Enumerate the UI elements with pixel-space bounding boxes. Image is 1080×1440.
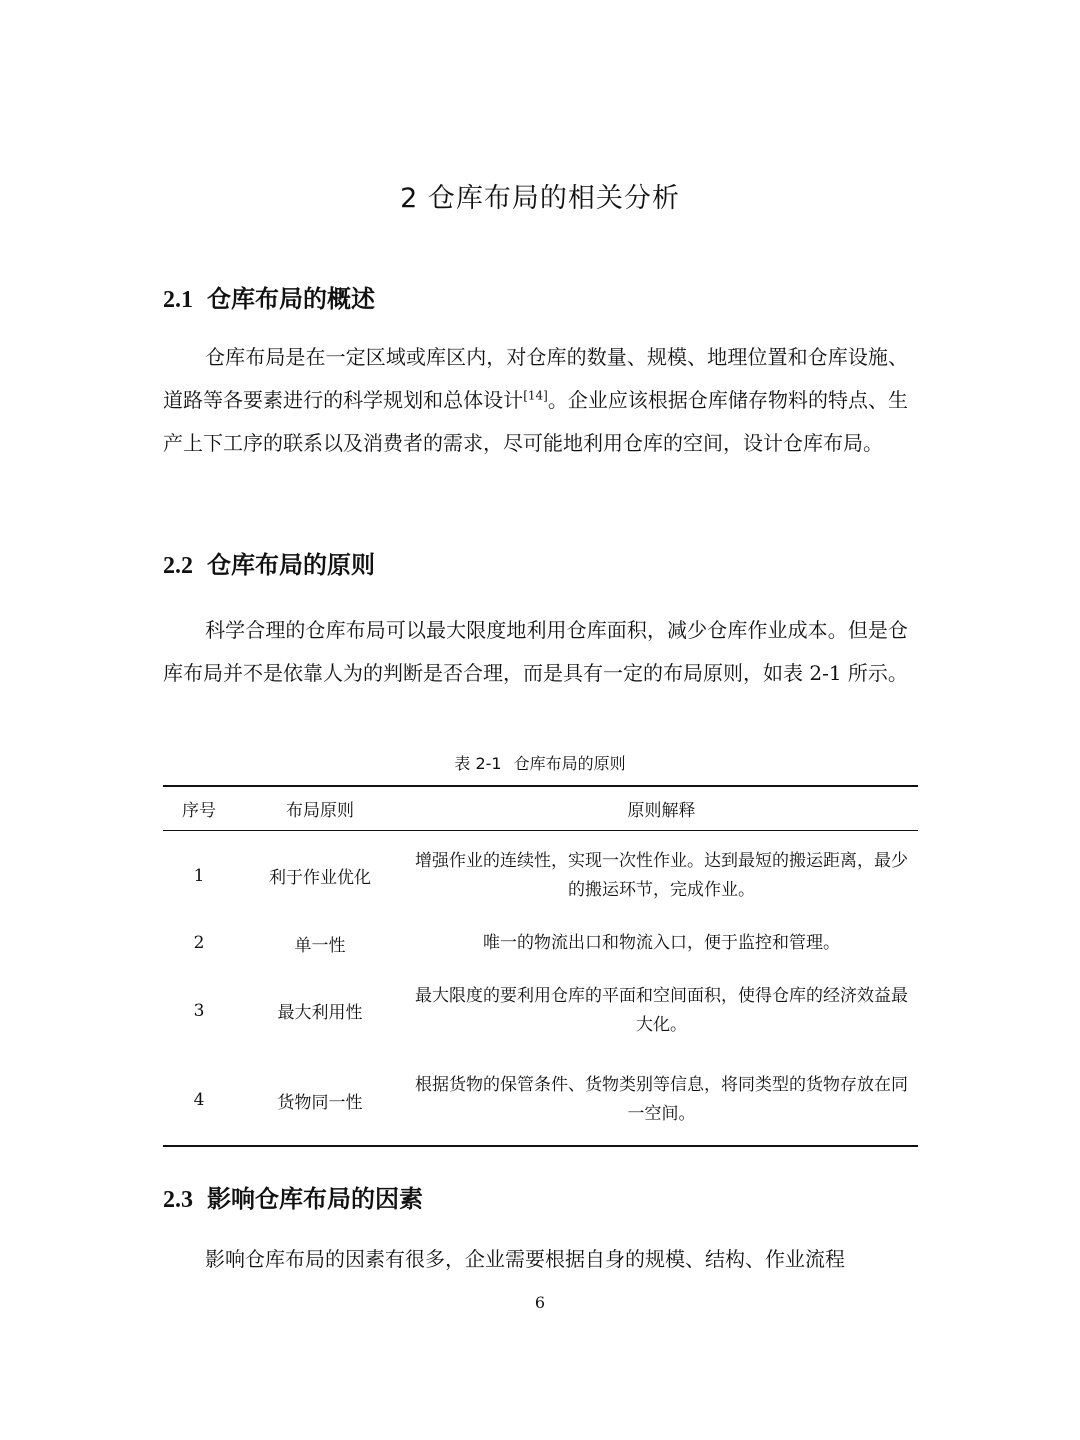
chapter-title: 2 仓库布局的相关分析 [400, 183, 680, 214]
paragraph-principles [163, 609, 908, 695]
table-cell-principle: 最大利用性 [277, 1003, 363, 1023]
table-row [163, 831, 918, 921]
table-row [163, 966, 918, 1056]
table-header-row [163, 786, 918, 831]
table-row [163, 1056, 918, 1146]
page-number: 6 [534, 1293, 546, 1312]
section-number: 2.1 [163, 287, 193, 313]
paragraph-text: 科学合理的仓库布局可以最大限度地利用仓库面积，减少仓库作业成本。但是仓库布局并不是依靠人为的判断是否合理，而是具有一定的布局原则，如表 2-1 所示。 [163, 618, 908, 685]
table-row [163, 921, 918, 966]
section-title: 仓库布局的概述 [207, 285, 375, 313]
table-cell-principle: 单一性 [294, 935, 346, 956]
table-cell-explanation: 唯一的物流出口和物流入口，便于监控和管理。 [483, 932, 840, 953]
table-cell-seq: 4 [193, 1090, 205, 1110]
section-heading-2-2 [163, 545, 375, 580]
table-header-cell: 序号 [163, 786, 235, 831]
paragraph-text: 仓库布局是在一定区域或库区内，对仓库的数量、规模、地理位置和仓库设施、道路等各要素进行的科学规划和总体设计 [163, 345, 908, 412]
table-cell-seq: 3 [193, 1000, 205, 1021]
section-number: 2.2 [163, 553, 193, 579]
table-cell-explanation: 最大限度的要利用仓库的平面和空间面积，使得仓库的经济效益最大化。 [415, 985, 908, 1035]
table-cell-explanation: 增强作业的连续性，实现一次性作业。达到最短的搬运距离，最少的搬运环节，完成作业。 [415, 850, 908, 900]
table-cell-explanation: 根据货物的保管条件、货物类别等信息，将同类型的货物存放在同一空间。 [415, 1075, 908, 1124]
table-cell-seq: 1 [193, 865, 205, 886]
citation-reference: [14] [523, 388, 548, 403]
paragraph-text-continued: 。企业应该根据仓库储存物料的特点、生产上下工序的联系以及消费者的需求，尽可能地利用仓库的空间，设计仓库布局。 [163, 388, 909, 455]
section-number: 2.3 [163, 1187, 193, 1213]
section-heading-2-3 [163, 1179, 423, 1214]
table-header-cell: 原则解释 [405, 786, 918, 831]
table-caption-number: 表 2-1 [454, 754, 502, 773]
table-cell-principle: 货物同一性 [277, 1092, 363, 1113]
section-title: 仓库布局的原则 [207, 551, 375, 579]
table-caption [0, 751, 1080, 774]
paragraph-overview [163, 336, 908, 465]
table-caption-title: 仓库布局的原则 [513, 754, 626, 773]
paragraph-text: 影响仓库布局的因素有很多，企业需要根据自身的规模、结构、作业流程 [205, 1247, 845, 1271]
section-title: 影响仓库布局的因素 [207, 1185, 423, 1213]
table-cell-principle: 利于作业优化 [269, 868, 371, 889]
table-cell-seq: 2 [193, 933, 205, 953]
paragraph-factors [163, 1238, 908, 1281]
table-header-cell: 布局原则 [235, 786, 405, 831]
section-heading-2-1 [163, 279, 375, 314]
principles-table [163, 785, 918, 1147]
